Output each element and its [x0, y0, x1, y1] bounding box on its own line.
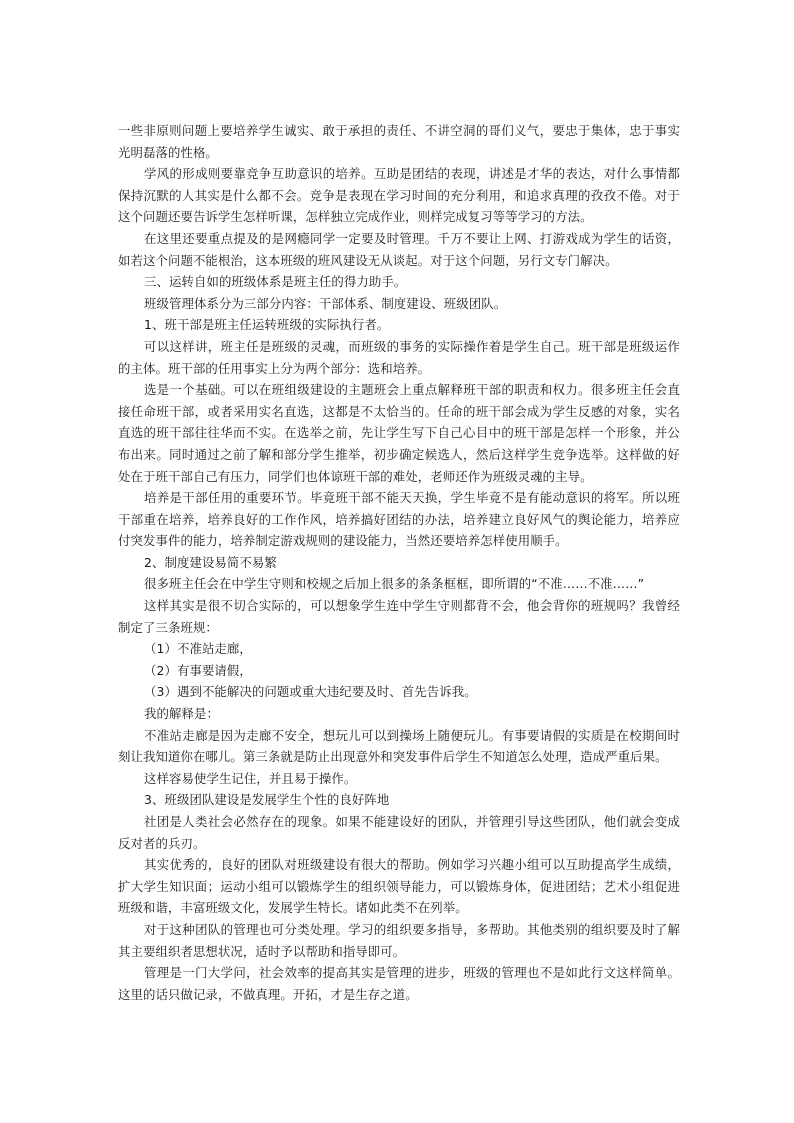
paragraph: 在这里还要重点提及的是网瘾同学一定要及时管理。千万不要让上网、打游戏成为学生的话资，如若这个问题不能根治，这本班级的班风建设无从谈起。对于这个问题，另行文专门解决。 [118, 230, 680, 268]
list-item: （1）不准站走廊， [144, 641, 252, 657]
paragraph: 选是一个基础。可以在班组级建设的主题班会上重点解释班干部的职责和权力。很多班主任会直接任命班干部，或者采用实名直选，这都是不太恰当的。任命的班干部会成为学生反感的对象，实名直选的班干部往往华而不实。在选举之前，先让学生写下自己心目中的班干部是怎样一个形象，并公布出来。同时通过之前了解和部分学生推举，初步确定候选人，然后这样学生竞争选举。这样做的好处在于班干部自己有压力，同学们也体谅班干部的难处，老师还作为班级灵魂的主导。 [118, 382, 680, 484]
paragraph: 班级管理体系分为三部分内容：干部体系、制度建设、班级团队。 [144, 295, 507, 311]
paragraph: 其实优秀的，良好的团队对班级建设有很大的帮助。例如学习兴趣小组可以互助提高学生成绩，扩大学生知识面；运动小组可以锻炼学生的组织领导能力，可以锻炼身体，促进团结；艺术小组促进班级和谐，丰富班级文化，发展学生特长。诸如此类不在列举。 [118, 857, 680, 916]
paragraph: 管理是一门大学问，社会效率的提高其实是管理的进步，班级的管理也不是如此行文这样简单。这里的话只做记录，不做真理。开拓，才是生存之道。 [118, 965, 680, 1002]
list-item: （3）遇到不能解决的问题或重大违纪要及时、首先告诉我。 [144, 684, 477, 700]
paragraph: 很多班主任会在中学生守则和校规之后加上很多的条条框框，即所谓的“不准……不准……” [144, 576, 645, 592]
document-body [118, 120, 680, 1005]
paragraph: 学风的形成则要靠竞争互助意识的培养。互助是团结的表现，讲述是才华的表达，对什么事情都保持沉默的人其实是什么都不会。竞争是表现在学习时间的充分利用，和追求真理的孜孜不倦。对于这个问题还要告诉学生怎样听课，怎样独立完成作业，则样完成复习等等学习的方法。 [118, 166, 680, 225]
paragraph: 这样容易使学生记住，并且易于操作。 [144, 770, 357, 786]
paragraph: 对于这种团队的管理也可分类处理。学习的组织要多指导，多帮助。其他类别的组织要及时了解其主要组织者思想状况，适时予以帮助和指导即可。 [118, 921, 680, 959]
paragraph: 一些非原则问题上要培养学生诚实、敢于承担的责任、不讲空洞的哥们义气，要忠于集体，忠于事实光明磊落的性格。 [118, 123, 680, 160]
paragraph: 社团是人类社会必然存在的现象。如果不能建设好的团队，并管理引导这些团队，他们就会变成反对者的兵刃。 [118, 814, 680, 851]
paragraph: 这样其实是很不切合实际的，可以想象学生连中学生守则都背不会，他会背你的班规吗？我曾经制定了三条班规： [118, 598, 680, 635]
paragraph: 不准站走廊是因为走廊不安全，想玩儿可以到操场上随便玩儿。有事要请假的实质是在校期间时刻让我知道你在哪儿。第三条就是防止出现意外和突发事件后学生不知道怎么处理，造成严重后果。 [118, 727, 680, 765]
list-item: （2）有事要请假， [144, 662, 252, 678]
subsection-heading: 2、制度建设易简不易繁 [144, 554, 277, 570]
subsection-heading: 1、班干部是班主任运转班级的实际执行者。 [144, 317, 390, 333]
section-heading: 三、运转自如的班级体系是班主任的得力助手。 [144, 274, 407, 290]
paragraph: 培养是干部任用的重要环节。毕竟班干部不能天天换，学生毕竟不是有能动意识的将军。所以班干部重在培养，培养良好的工作作风，培养搞好团结的办法，培养建立良好风气的舆论能力，培养应付突发事件的能力，培养制定游戏规则的建设能力，当然还要培养怎样使用顺手。 [118, 490, 680, 549]
subsection-heading: 3、班级团队建设是发展学生个性的良好阵地 [144, 792, 390, 808]
paragraph: 可以这样讲，班主任是班级的灵魂，而班级的事务的实际操作着是学生自己。班干部是班级运作的主体。班干部的任用事实上分为两个部分：选和培养。 [118, 338, 680, 376]
paragraph: 我的解释是： [144, 706, 219, 722]
